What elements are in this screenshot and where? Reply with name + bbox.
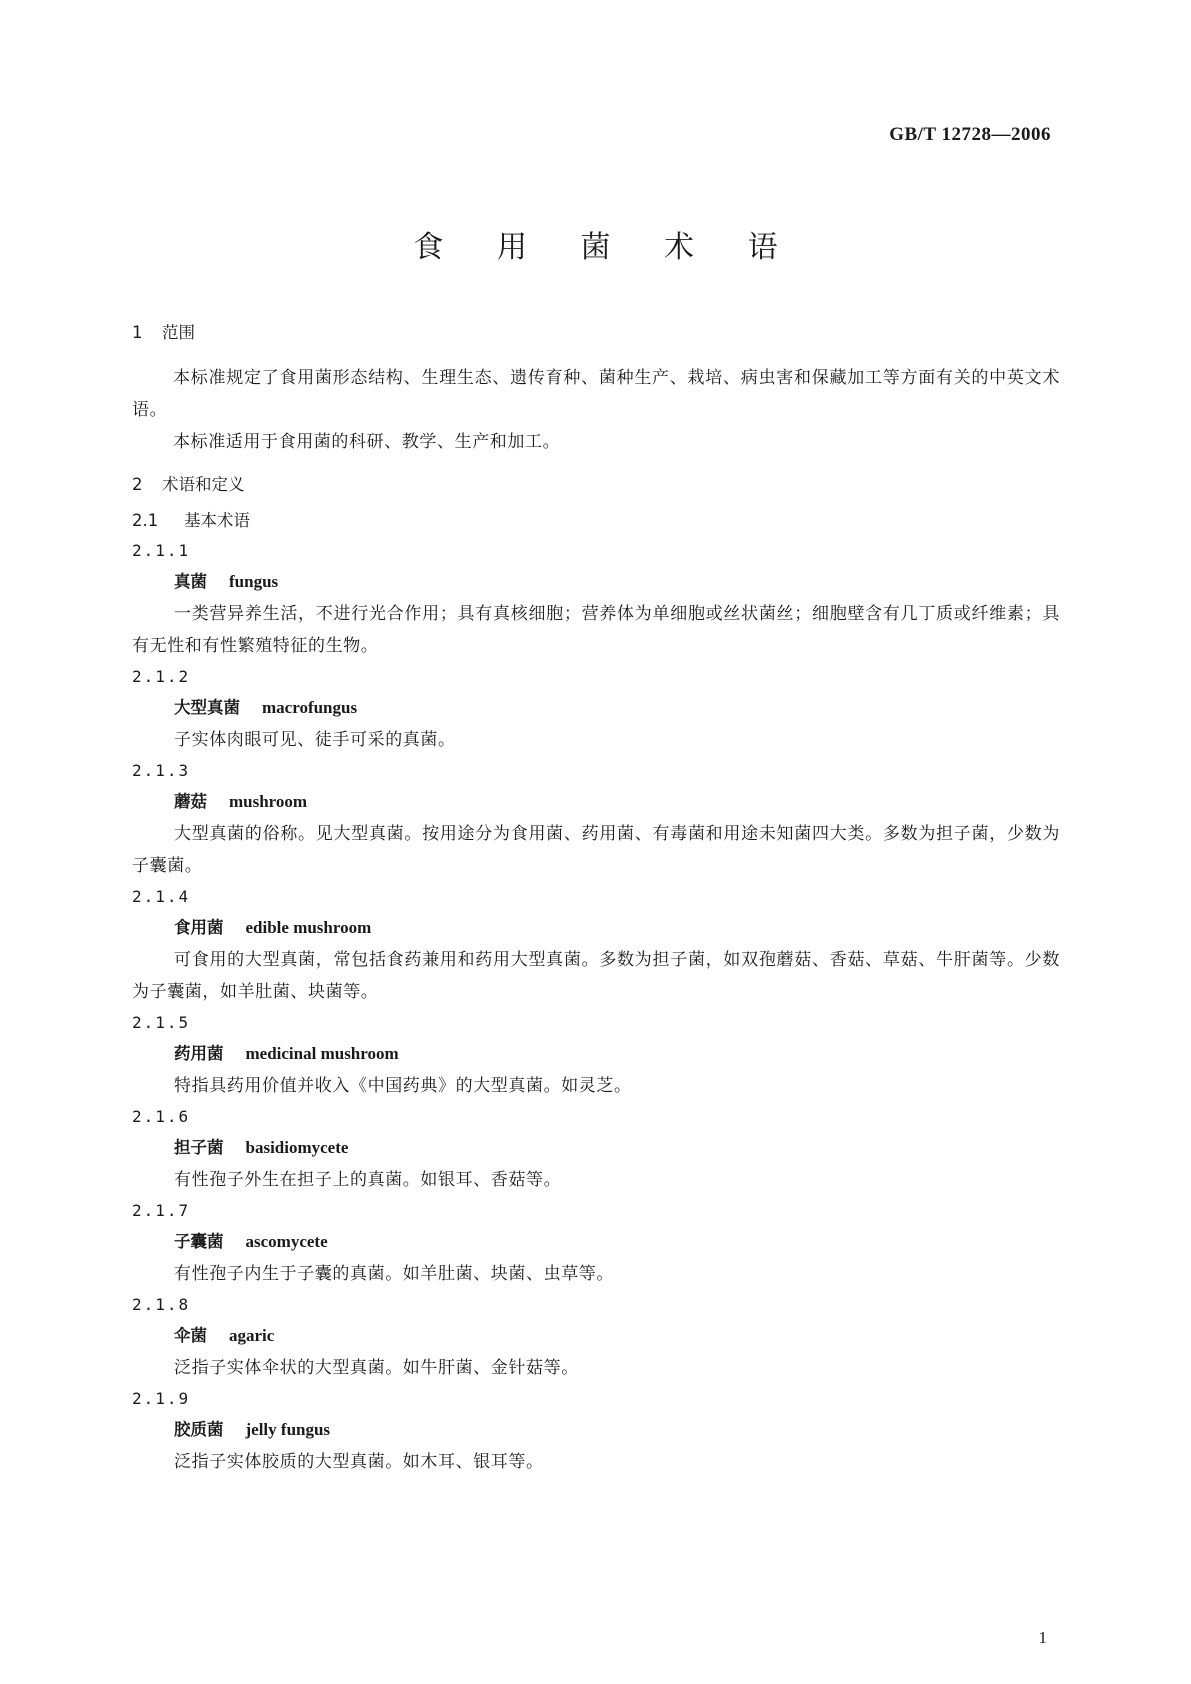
term-number: 2.1.2 — [132, 667, 191, 686]
term-number: 2.1.3 — [132, 761, 191, 780]
term-entry — [132, 1384, 1060, 1478]
term-number: 2.1.6 — [132, 1107, 191, 1126]
section-2-heading — [132, 470, 1060, 500]
term-zh: 药用菌 — [174, 1044, 224, 1063]
term-definition: 子实体肉眼可见、徒手可采的真菌。 — [174, 730, 456, 750]
term-number: 2.1.1 — [132, 541, 191, 560]
term-en: macrofungus — [262, 698, 358, 717]
term-name — [132, 1132, 1060, 1164]
term-name — [132, 1414, 1060, 1446]
scope-paragraph-1: 本标准规定了食用菌形态结构、生理生态、遗传育种、菌种生产、栽培、病虫害和保藏加工等方面有关的中英文术语。 — [132, 368, 1060, 420]
subsection-2-1-heading — [132, 506, 1060, 536]
term-name — [132, 566, 1060, 598]
term-zh: 真菌 — [174, 572, 207, 591]
term-entry — [132, 1008, 1060, 1102]
term-en: basidiomycete — [245, 1138, 349, 1157]
document-body — [132, 318, 1060, 1478]
term-en: ascomycete — [245, 1232, 328, 1251]
term-number: 2.1.4 — [132, 887, 191, 906]
term-entry — [132, 662, 1060, 756]
term-en: edible mushroom — [245, 918, 372, 937]
term-name — [132, 912, 1060, 944]
term-number: 2.1.8 — [132, 1295, 191, 1314]
scope-paragraph-2: 本标准适用于食用菌的科研、教学、生产和加工。 — [173, 432, 561, 452]
section-1-number: 1 — [132, 323, 143, 342]
term-zh: 胶质菌 — [174, 1420, 224, 1439]
term-definition: 有性孢子内生于子囊的真菌。如羊肚菌、块菌、虫草等。 — [174, 1264, 614, 1284]
term-en: medicinal mushroom — [245, 1044, 399, 1063]
term-zh: 担子菌 — [174, 1138, 224, 1157]
term-zh: 蘑菇 — [174, 792, 207, 811]
term-entry — [132, 882, 1060, 1008]
subsection-2-1-number: 2.1 — [132, 511, 159, 530]
term-number: 2.1.7 — [132, 1201, 191, 1220]
term-name — [132, 786, 1060, 818]
term-definition: 可食用的大型真菌，常包括食药兼用和药用大型真菌。多数为担子菌，如双孢蘑菇、香菇、草菇、牛肝菌等。少数为子囊菌，如羊肚菌、块菌等。 — [132, 950, 1060, 1002]
term-definition: 一类营异养生活，不进行光合作用；具有真核细胞；营养体为单细胞或丝状菌丝；细胞壁含有几丁质或纤维素；具有无性和有性繁殖特征的生物。 — [132, 604, 1060, 656]
term-name — [132, 692, 1060, 724]
term-zh: 食用菌 — [174, 918, 224, 937]
term-name — [132, 1320, 1060, 1352]
term-definition: 大型真菌的俗称。见大型真菌。按用途分为食用菌、药用菌、有毒菌和用途未知菌四大类。多数为担子菌，少数为子囊菌。 — [132, 824, 1060, 876]
term-zh: 大型真菌 — [174, 698, 240, 717]
term-en: jelly fungus — [245, 1420, 331, 1439]
term-zh: 子囊菌 — [174, 1232, 224, 1251]
term-definition: 特指具药用价值并收入《中国药典》的大型真菌。如灵芝。 — [174, 1076, 632, 1096]
standard-code: GB/T 12728—2006 — [889, 124, 1051, 145]
term-entry — [132, 1196, 1060, 1290]
term-definition: 泛指子实体胶质的大型真菌。如木耳、银耳等。 — [174, 1452, 544, 1472]
page-number: 1 — [1038, 1628, 1047, 1647]
term-entry — [132, 1102, 1060, 1196]
term-number: 2.1.9 — [132, 1389, 191, 1408]
term-number: 2.1.5 — [132, 1013, 191, 1032]
term-en: fungus — [229, 572, 279, 591]
section-2-title: 术语和定义 — [162, 475, 245, 494]
term-definition: 有性孢子外生在担子上的真菌。如银耳、香菇等。 — [174, 1170, 562, 1190]
section-1-title: 范围 — [162, 323, 195, 342]
section-2-number: 2 — [132, 475, 143, 494]
term-name — [132, 1038, 1060, 1070]
term-entry — [132, 1290, 1060, 1384]
term-zh: 伞菌 — [174, 1326, 207, 1345]
term-en: mushroom — [229, 792, 308, 811]
subsection-2-1-title: 基本术语 — [184, 511, 250, 530]
term-entry — [132, 756, 1060, 882]
term-name — [132, 1226, 1060, 1258]
term-entry — [132, 536, 1060, 662]
section-1-heading — [132, 318, 1060, 348]
document-title: 食 用 菌 术 语 — [413, 230, 800, 265]
term-en: agaric — [229, 1326, 275, 1345]
term-definition: 泛指子实体伞状的大型真菌。如牛肝菌、金针菇等。 — [174, 1358, 579, 1378]
